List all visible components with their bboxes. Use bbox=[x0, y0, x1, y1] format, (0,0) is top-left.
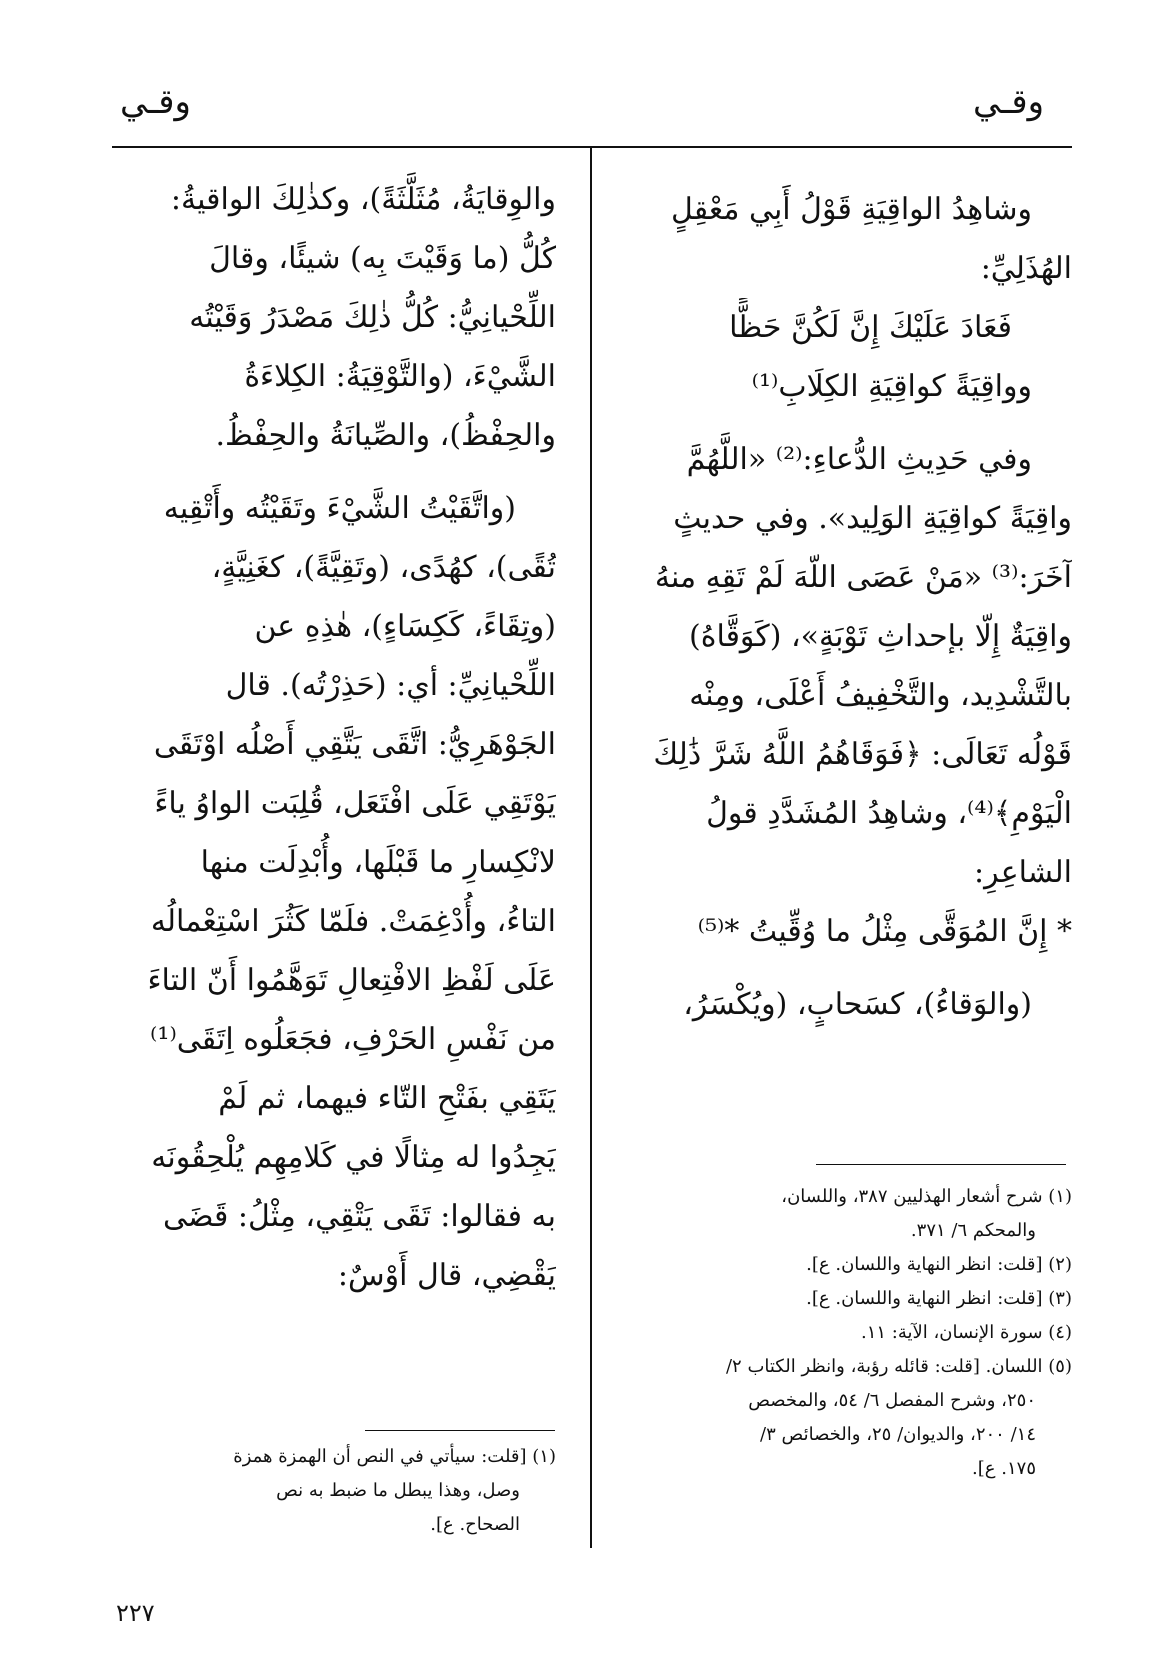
text-line: الهُذَلِيِّ: bbox=[980, 251, 1072, 286]
text-line: يَتَقِي بفَتْحِ التّاء فيهما، ثم لَمْ bbox=[218, 1081, 556, 1116]
text-line: اللِّحْيانِيُّ: كُلُّ ذٰلِكَ مَصْدَرُ وَقَيْتُه bbox=[189, 300, 556, 335]
footnote-line: وصل، وهذا يبطل ما ضبط به نص bbox=[276, 1480, 520, 1501]
footnote-line: ٢٥٠، وشرح المفصل ٦/ ٥٤، والمخصص bbox=[748, 1390, 1036, 1411]
footnote-line: والمحكم ٦/ ٣٧١. bbox=[910, 1220, 1036, 1241]
text-line: الْيَوْمِ﴾⁽⁴⁾، وشاهِدُ المُشَدَّدِ قولُ bbox=[706, 796, 1072, 831]
text-line: (والوَقاءُ)، كسَحابٍ، (ويُكْسَرُ، bbox=[683, 987, 1032, 1022]
text-line: اللِّحْيانِيِّ: أي: (حَذِرْتُه). قال bbox=[225, 668, 556, 703]
text-line: عَلَى لَفْظِ الافْتِعالِ تَوَهَّمُوا أَنّ التاءَ bbox=[147, 963, 556, 998]
spacer bbox=[632, 961, 1072, 975]
text-line: والحِفْظُ)، والصِّيانَةُ والحِفْظُ. bbox=[215, 418, 556, 453]
verse-line: وواقِيَةً كواقِيَةِ الكِلَابِ⁽¹⁾ bbox=[751, 369, 1032, 404]
footnote-line: ١٤/ ٢٠٠، والديوان/ ٢٥، والخصائص ٣/ bbox=[760, 1424, 1036, 1445]
text-line: والوِقايَةُ، مُثَلَّثَةً)، وكذٰلِكَ الواقيةُ: bbox=[170, 182, 556, 217]
text-line: (واتَّقَيْتُ الشَّيْءَ وتَقَيْتُه وأَتْقِيه bbox=[163, 491, 516, 526]
text-line: الجَوْهَرِيُّ: اتَّقَى يَتَّقِي أَصْلُه اوْتَقَى bbox=[153, 727, 556, 762]
right-column bbox=[632, 180, 1072, 1034]
footnote-line: (٣) [قلت: انظر النهاية واللسان. ع]. bbox=[806, 1288, 1072, 1309]
text-line: وفي حَدِيثِ الدُّعاءِ:⁽²⁾ «اللَّهُمَّ bbox=[686, 442, 1032, 477]
text-line: يَوْتَقِي عَلَى افْتَعَل، قُلِبَت الواوُ ياءً bbox=[154, 786, 556, 821]
text-line: الشَّيْءَ، (والتَّوْقِيَةُ: الكِلاءَةُ bbox=[244, 359, 556, 394]
spacer bbox=[632, 416, 1072, 430]
text-line: بالتَّشْدِيد، والتَّخْفِيفُ أَعْلَى، ومِنْه bbox=[689, 678, 1072, 713]
verse-line: * إِنَّ المُوَقَّى مِثْلُ ما وُقِّيتُ *⁽⁵⁾ bbox=[697, 914, 1072, 949]
text-line: آخَرَ:⁽³⁾ «مَنْ عَصَى اللّهَ لَمْ تَقِهِ منهُ bbox=[654, 560, 1072, 595]
header-left-word: وقـي bbox=[120, 82, 191, 122]
verse-line: فَعَادَ عَلَيْكَ إِنَّ لَكُنَّ حَظًّا bbox=[729, 310, 1012, 345]
footnote-line: (٥) اللسان. [قلت: قائله رؤبة، وانظر الكتاب ٢/ bbox=[725, 1356, 1072, 1377]
header-rule bbox=[112, 146, 1072, 148]
page-number: ٢٢٧ bbox=[116, 1599, 155, 1627]
text-line: به فقالوا: تَقَى يَتْقِي، مِثْلُ: قَضَى bbox=[163, 1199, 556, 1234]
text-line: من نَفْسِ الحَرْفِ، فجَعَلُوه اِتَقَى⁽¹⁾ bbox=[150, 1022, 556, 1057]
text-line: واقِيَةٌ إِلّا بإحداثِ تَوْبَةٍ»، (كَوَقَّاهُ) bbox=[689, 619, 1072, 654]
column-divider bbox=[590, 148, 592, 1548]
text-line: واقِيَةً كواقِيَةِ الوَلِيد». وفي حديثٍ bbox=[673, 501, 1072, 536]
text-line: كُلُّ (ما وَقَيْتَ بِه) شيئًا، وقالَ bbox=[209, 241, 556, 276]
footnote-line: الصحاح. ع]. bbox=[430, 1514, 520, 1535]
footnote-line: (٤) سورة الإنسان، الآية: ١١. bbox=[860, 1322, 1072, 1343]
header-right-word: وقـي bbox=[973, 82, 1044, 122]
footnote-rule bbox=[365, 1430, 555, 1431]
left-column bbox=[116, 170, 556, 1305]
text-line: وشاهِدُ الواقِيَةِ قَوْلُ أَبِي مَعْقِلٍ bbox=[670, 192, 1032, 227]
footnotes-left bbox=[116, 1440, 556, 1542]
text-line: (وتِقَاءً، كَكِسَاءٍ)، هٰذِهِ عن bbox=[254, 609, 556, 644]
text-line: الشاعِرِ: bbox=[974, 855, 1072, 890]
footnotes-right bbox=[632, 1180, 1072, 1486]
text-line: تُقًى)، كهُدًى، (وتَقِيَّةً)، كغَنِيَّةٍ، bbox=[211, 550, 556, 585]
text-line: يَقْضِي، قال أَوْسٌ: bbox=[337, 1258, 556, 1293]
spacer bbox=[116, 465, 556, 479]
footnote-line: (٢) [قلت: انظر النهاية واللسان. ع]. bbox=[806, 1254, 1072, 1275]
footnote-line: (١) شرح أشعار الهذليين ٣٨٧، واللسان، bbox=[781, 1186, 1072, 1207]
footnote-line: ١٧٥. ع]. bbox=[972, 1458, 1036, 1479]
footnote-rule bbox=[816, 1164, 1066, 1165]
text-line: يَجِدُوا له مِثالًا في كَلامِهِم يُلْحِقُونَه bbox=[151, 1140, 556, 1175]
text-line: لانْكِسارِ ما قَبْلَها، وأُبْدِلَت منها bbox=[200, 845, 556, 880]
footnote-line: (١) [قلت: سيأتي في النص أن الهمزة همزة bbox=[233, 1446, 556, 1467]
text-line: قَوْلُه تَعَالَى: ﴿فَوَقَاهُمُ اللَّهُ شَرَّ ذَٰلِكَ bbox=[653, 737, 1072, 772]
text-line: التاءُ، وأُدْغِمَتْ. فلَمّا كَثُرَ اسْتِعْمالُه bbox=[150, 904, 556, 939]
